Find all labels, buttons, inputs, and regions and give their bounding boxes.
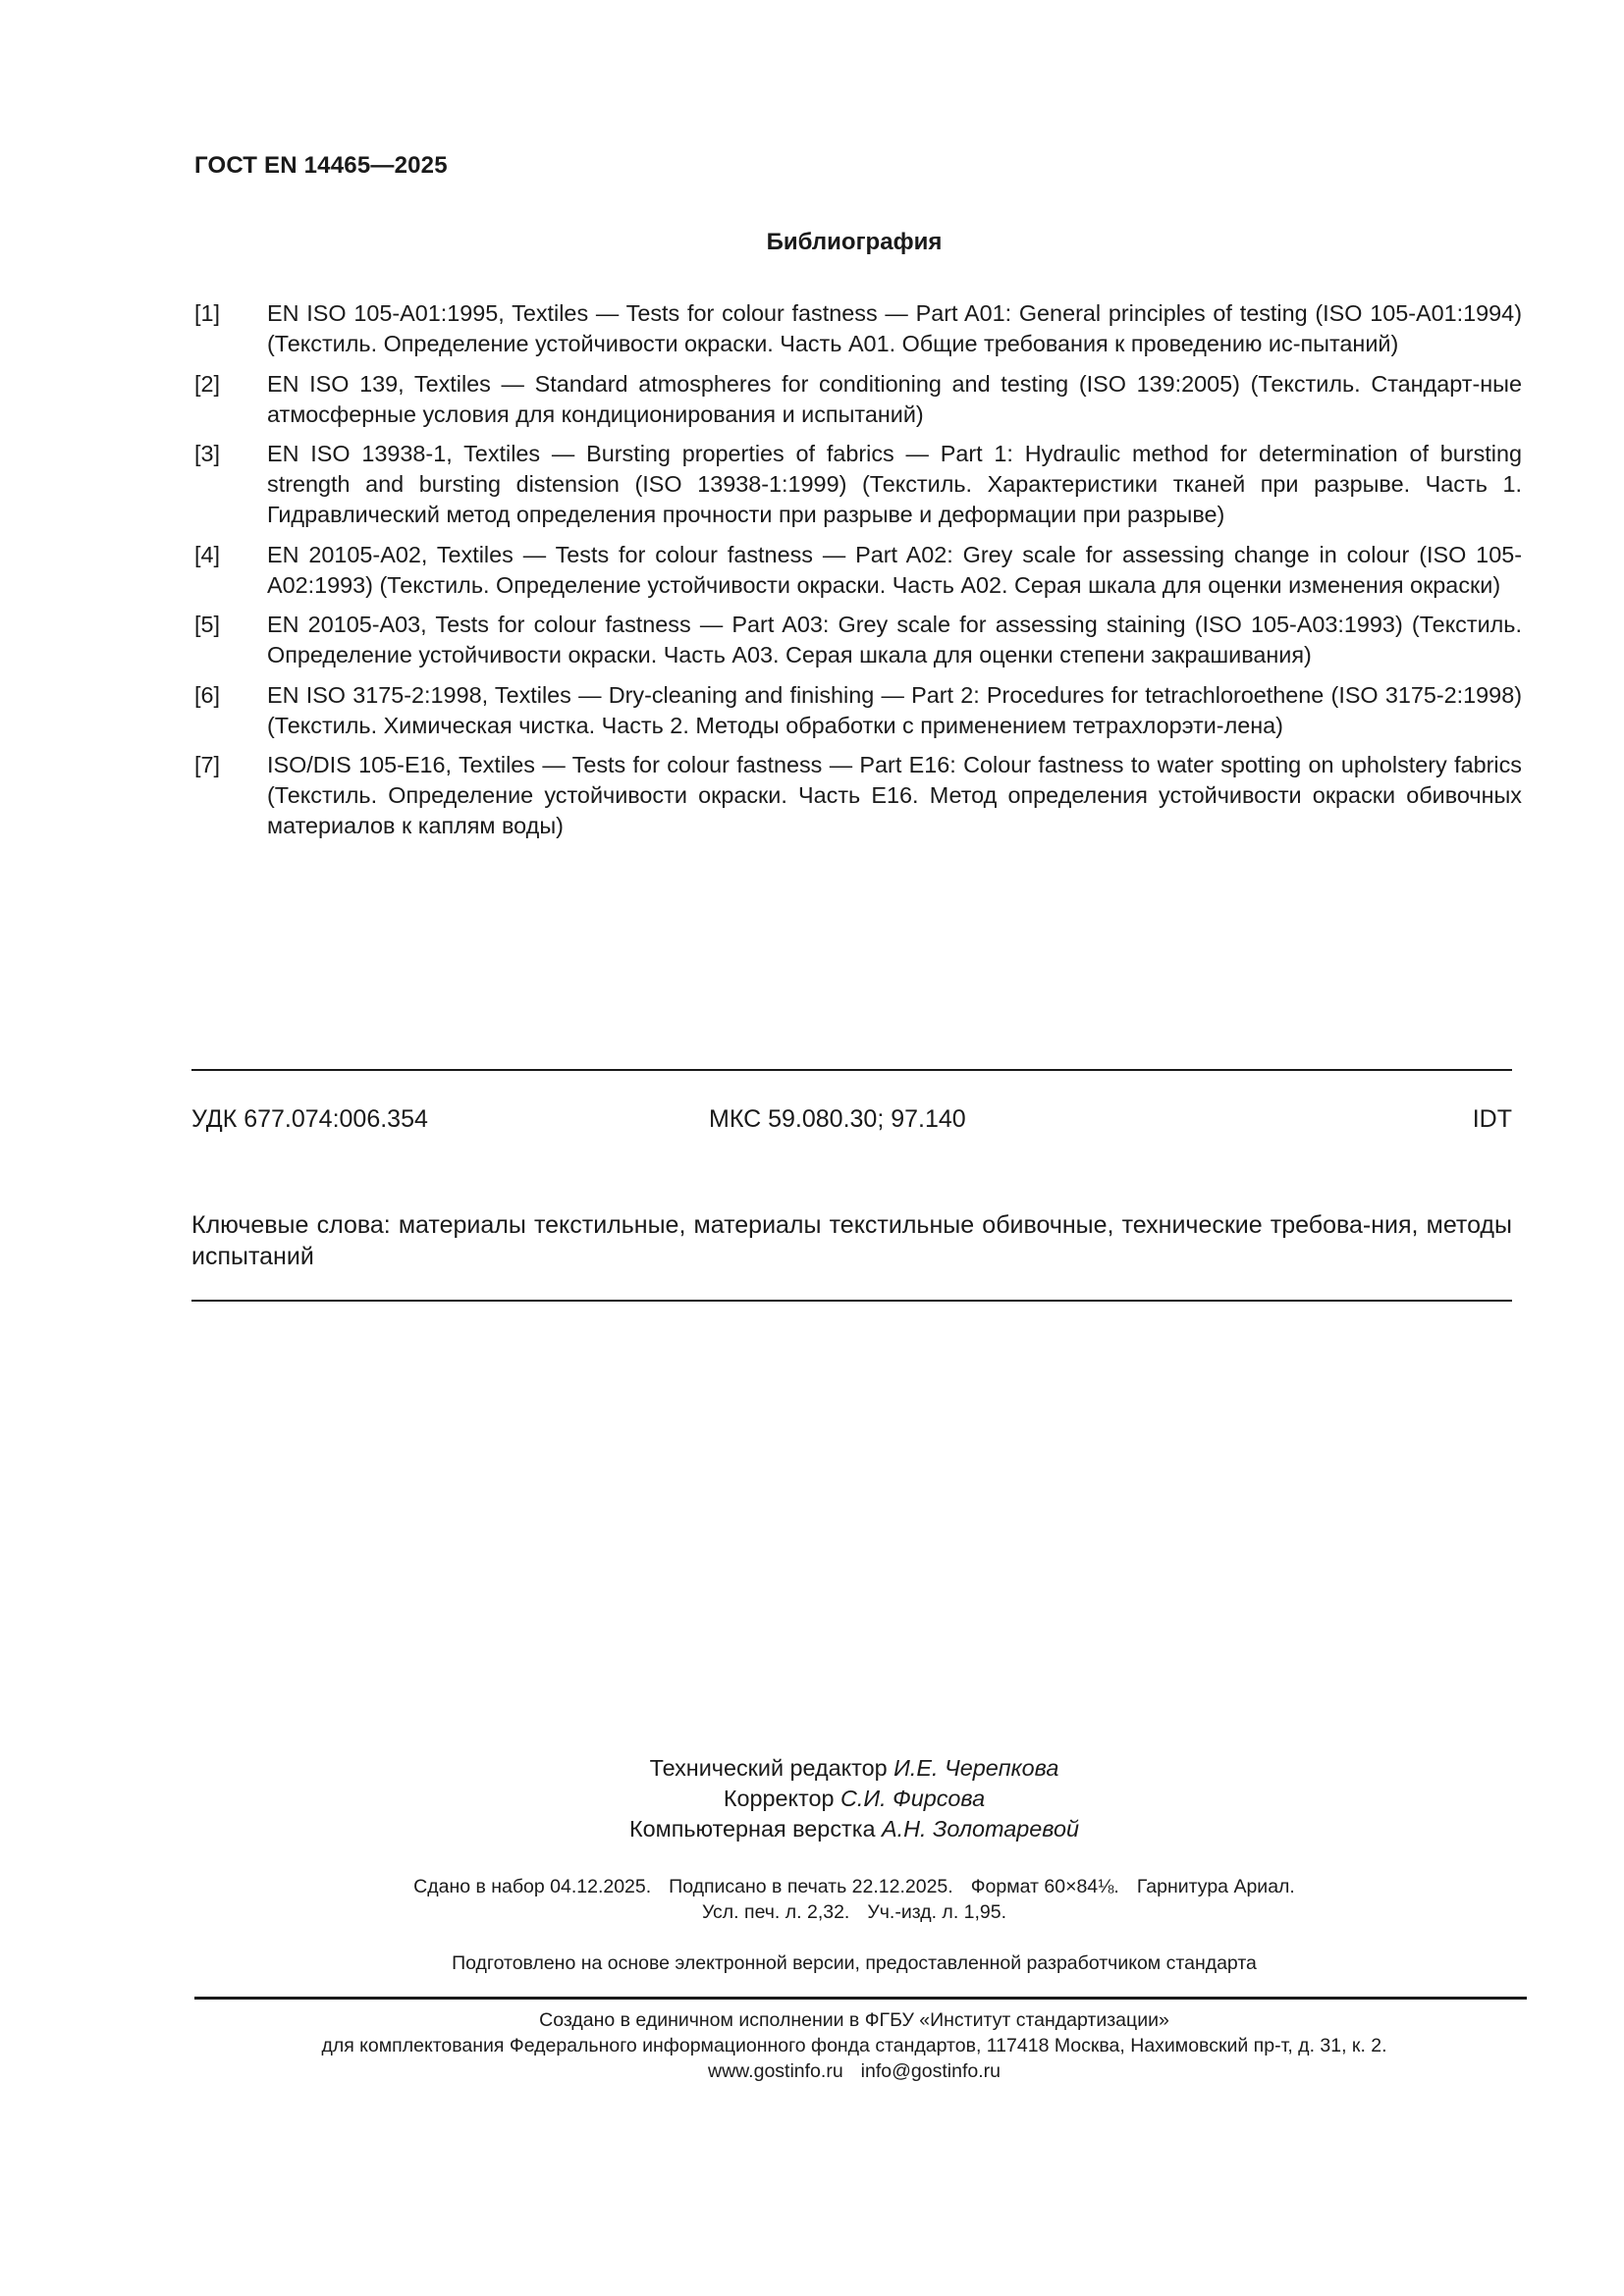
tech-editor-name: И.Е. Черепкова: [893, 1755, 1059, 1781]
print-info-line-2: [0, 1899, 1624, 1925]
publisher-sheets: Уч.-изд. л. 1,95.: [867, 1901, 1007, 1923]
publisher-website: www.gostinfo.ru: [708, 2060, 843, 2082]
corrector-name: С.И. Фирсова: [839, 1786, 986, 1811]
layout-name: А.Н. Золотаревой: [882, 1816, 1080, 1842]
publisher-line-2: для комплектования Федерального информационного фонда стандартов, 117418 Москва, Нахимовский пр-т, д. 31, к. 2.: [321, 2035, 1387, 2056]
bibliography-entry: [194, 540, 1522, 601]
publisher-email: info@gostinfo.ru: [860, 2060, 1001, 2082]
bibliography-entry: [194, 750, 1522, 841]
print-info-line-1: [0, 1874, 1624, 1899]
layout-credit: [0, 1814, 1624, 1844]
udk-code: УДК 677.074:006.354: [191, 1105, 428, 1133]
divider-rule: [191, 1069, 1512, 1071]
bibliography-entry-number: [2]: [194, 370, 221, 397]
corrector-credit: [0, 1784, 1624, 1814]
bibliography-entry-text: EN 20105-A03, Tests for colour fastness — Part A03: Grey scale for assessing staining (ISO 105-A03:1993) (Текстиль. Определение устойчивости окраски. Часть А03. Серая шкала для оценки степени закрашивания): [267, 612, 1522, 667]
keywords-paragraph: Ключевые слова: материалы текстильные, материалы текстильные обивочные, технические требова-ния, методы испытаний: [191, 1211, 1512, 1270]
bibliography-entry-number: [1]: [194, 300, 221, 326]
bibliography-entry-number: [7]: [194, 752, 221, 777]
classification-row: [191, 1105, 1512, 1137]
equivalence-degree: IDT: [1472, 1105, 1512, 1133]
editorial-credits: [0, 1753, 1624, 1844]
bibliography-title: Библиография: [766, 229, 943, 255]
bibliography-entry-text: ISO/DIS 105-E16, Textiles — Tests for colour fastness — Part E16: Colour fastness to water spotting on upholstery fabrics (Текстиль. Определение устойчивости окраски. Часть Е16. Метод определения устойчивости окраски обивочных материалов к каплям воды): [267, 752, 1522, 838]
bibliography-entry: [194, 298, 1522, 359]
standard-code-header: ГОСТ EN 14465—2025: [194, 152, 448, 179]
bibliography-entry-number: [6]: [194, 681, 221, 708]
bibliography-entry: [194, 369, 1522, 430]
signed-date: Подписано в печать 22.12.2025.: [669, 1876, 953, 1897]
bibliography-entry: [194, 610, 1522, 670]
divider-rule: [191, 1300, 1512, 1302]
tech-editor-credit: [0, 1753, 1624, 1784]
paper-format: Формат 60×84⅛.: [970, 1876, 1119, 1897]
bibliography-entry-text: EN ISO 139, Textiles — Standard atmospheres for conditioning and testing (ISO 139:2005) (Текстиль. Стандарт-ные атмосферные условия для кондиционирования и испытаний): [267, 370, 1522, 427]
prepared-note: Подготовлено на основе электронной версии, предоставленной разработчиком стандарта: [452, 1952, 1257, 1974]
tech-editor-role: Технический редактор: [649, 1755, 888, 1781]
bibliography-entry-text: EN ISO 105-A01:1995, Textiles — Tests for colour fastness — Part A01: General principles of testing (ISO 105-A01:1994) (Текстиль. Определение устойчивости окраски. Часть А01. Общие требования к проведению ис-пытаний): [267, 300, 1522, 356]
bibliography-entry: [194, 439, 1522, 530]
bibliography-entry-text: EN 20105-A02, Textiles — Tests for colour fastness — Part A02: Grey scale for assessing change in colour (ISO 105-A02:1993) (Текстиль. Определение устойчивости окраски. Часть А02. Серая шкала для оценки изменения окраски): [267, 541, 1522, 598]
publisher-info: [0, 2007, 1624, 2084]
bibliography-entry: [194, 680, 1522, 741]
bibliography-entry-number: [5]: [194, 612, 221, 637]
mks-code: МКС 59.080.30; 97.140: [709, 1105, 966, 1133]
layout-role: Компьютерная верстка: [628, 1816, 876, 1842]
typeface: Гарнитура Ариал.: [1136, 1876, 1295, 1897]
bibliography-entry-number: [4]: [194, 541, 221, 567]
publisher-line-1: Создано в единичном исполнении в ФГБУ «Институт стандартизации»: [539, 2009, 1169, 2031]
bibliography-entry-text: EN ISO 3175-2:1998, Textiles — Dry-cleaning and finishing — Part 2: Procedures for tetrachloroethene (ISO 3175-2:1998) (Текстиль. Химическая чистка. Часть 2. Методы обработки с применением тетрахлорэти-лена): [267, 681, 1522, 738]
bibliography-entry-number: [3]: [194, 441, 221, 466]
publisher-contacts: [0, 2058, 1624, 2084]
divider-rule-heavy: [194, 1997, 1527, 2000]
corrector-role: Корректор: [723, 1786, 835, 1811]
bibliography-list: [194, 298, 1522, 851]
print-info: [0, 1874, 1624, 1925]
bibliography-entry-text: EN ISO 13938-1, Textiles — Bursting properties of fabrics — Part 1: Hydraulic method for determination of bursting strength and bursting distension (ISO 13938-1:1999) (Текстиль. Характеристики тканей при разрыве. Часть 1. Гидравлический метод определения прочности при разрыве и деформации при разрыве): [267, 441, 1522, 527]
typeset-date: Сдано в набор 04.12.2025.: [413, 1876, 652, 1897]
print-sheets: Усл. печ. л. 2,32.: [701, 1901, 850, 1923]
